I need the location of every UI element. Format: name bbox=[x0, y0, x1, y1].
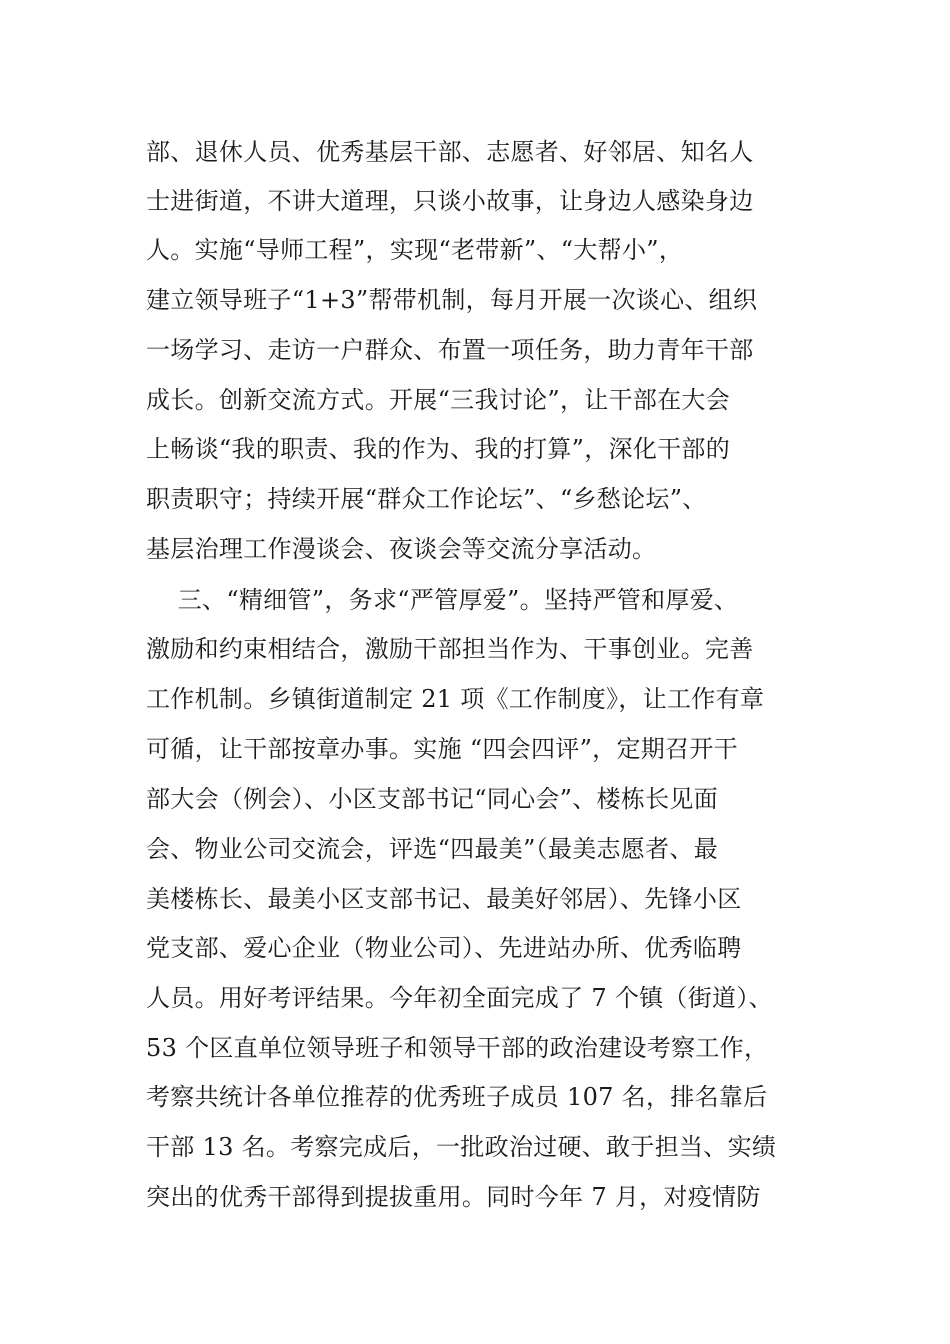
text-line: 激励和约束相结合，激励干部担当作为、干事创业。完善 bbox=[146, 635, 754, 663]
text-line: 建立领导班子“1+3”帮带机制，每月开展一次谈心、组织 bbox=[146, 286, 758, 314]
text-line: 部、退休人员、优秀基层干部、志愿者、好邻居、知名人 bbox=[146, 138, 754, 166]
text-line: 突出的优秀干部得到提拔重用。同时今年 7 月，对疫情防 bbox=[146, 1183, 761, 1211]
text-line: 党支部、爱心企业（物业公司）、先进站办所、优秀临聘 bbox=[146, 934, 742, 962]
text-line: 53 个区直单位领导班子和领导干部的政治建设考察工作， bbox=[146, 1034, 769, 1062]
text-line: 士进街道，不讲大道理，只谈小故事，让身边人感染身边 bbox=[146, 187, 754, 215]
text-line: 工作机制。乡镇街道制定 21 项《工作制度》，让工作有章 bbox=[146, 685, 765, 713]
text-line: 一场学习、走访一户群众、布置一项任务，助力青年干部 bbox=[146, 336, 754, 364]
text-line: 干部 13 名。考察完成后，一批政治过硬、敢于担当、实绩 bbox=[146, 1133, 777, 1161]
text-line: 上畅谈“我的职责、我的作为、我的打算”，深化干部的 bbox=[146, 435, 731, 463]
text-line: 考察共统计各单位推荐的优秀班子成员 107 名，排名靠后 bbox=[146, 1083, 768, 1111]
text-line: 人员。用好考评结果。今年初全面完成了 7 个镇（街道）、 bbox=[146, 984, 773, 1012]
text-line: 美楼栋长、最美小区支部书记、最美好邻居）、先锋小区 bbox=[146, 885, 742, 913]
text-line: 基层治理工作漫谈会、夜谈会等交流分享活动。 bbox=[146, 535, 657, 563]
text-line: 部大会（例会）、小区支部书记“同心会”、楼栋长见面 bbox=[146, 785, 719, 813]
section-heading-line: 三、“精细管”，务求“严管厚爱”。坚持严管和厚爱、 bbox=[146, 586, 739, 614]
text-line: 成长。创新交流方式。开展“三我讨论”，让干部在大会 bbox=[146, 386, 731, 414]
text-line: 人。实施“导师工程”，实现“老带新”、“大帮小”， bbox=[146, 236, 684, 264]
text-line: 可循，让干部按章办事。实施 “四会四评”，定期召开干 bbox=[146, 735, 738, 763]
text-line: 会、物业公司交流会，评选“四最美”（最美志愿者、最 bbox=[146, 835, 719, 863]
text-line: 职责职守；持续开展“群众工作论坛”、“乡愁论坛”、 bbox=[146, 485, 707, 513]
